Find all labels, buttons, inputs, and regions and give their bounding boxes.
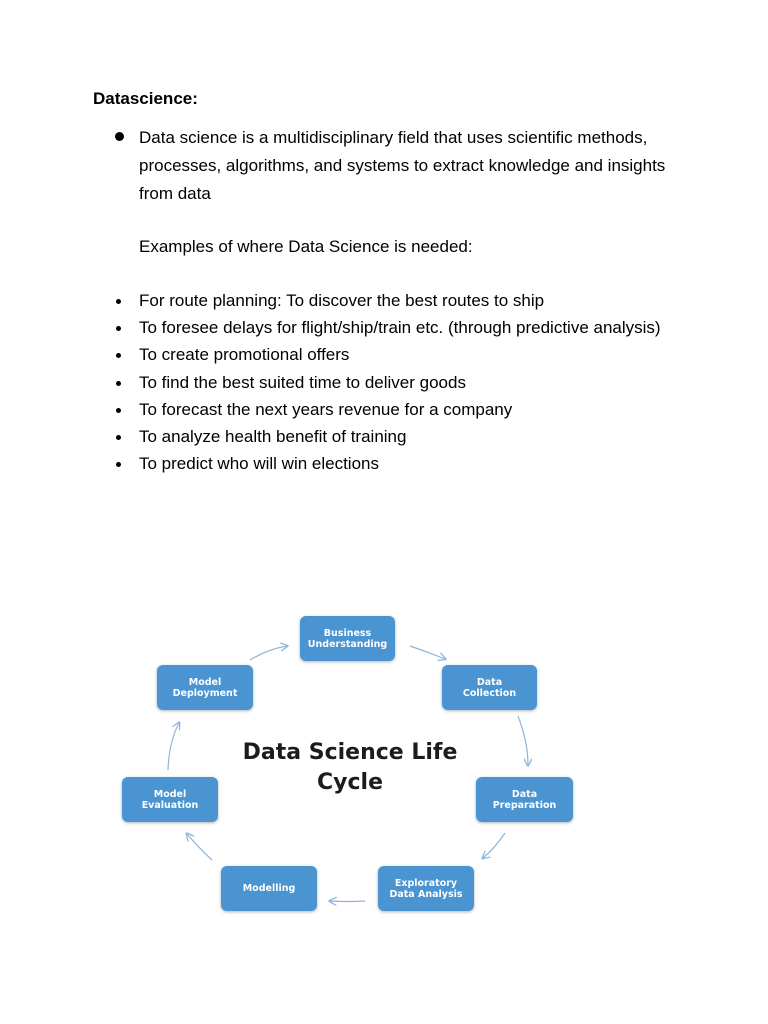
arrow-business-to-collection	[410, 646, 445, 659]
examples-list	[110, 287, 710, 477]
list-item-text: To predict who will win elections	[139, 454, 379, 474]
bullet-icon	[116, 462, 121, 467]
list-item	[110, 287, 710, 314]
intro-paragraph: Data science is a multidisciplinary field that uses scientific methods, processes, algorithms, and systems to extract knowledge and insights from data	[139, 128, 666, 203]
diagram-title: Data Science Life Cycle	[242, 740, 458, 795]
list-item	[110, 369, 710, 396]
list-item-text: To find the best suited time to deliver goods	[139, 372, 466, 392]
stage-data-collection: Data Collection	[442, 665, 537, 710]
list-item-text: To forecast the next years revenue for a company	[139, 399, 513, 419]
bullet-icon	[116, 435, 121, 440]
list-item-text: To foresee delays for flight/ship/train etc. (through predictive analysis)	[139, 318, 661, 338]
stage-data-preparation: Data Preparation	[476, 777, 573, 822]
document-heading: Datascience:	[93, 89, 198, 108]
examples-heading: Examples of where Data Science is needed:	[139, 237, 473, 256]
list-item	[110, 396, 710, 423]
list-item-text: To create promotional offers	[139, 345, 350, 365]
bullet-icon	[116, 299, 121, 304]
stage-exploratory-data-analysis: Exploratory Data Analysis	[378, 866, 474, 911]
stage-model-evaluation: Model Evaluation	[122, 777, 218, 822]
intro-bullet-icon	[115, 132, 124, 141]
bullet-icon	[116, 408, 121, 413]
stage-model-deployment: Model Deployment	[157, 665, 253, 710]
list-item	[110, 341, 710, 368]
arrow-modelling-to-evaluation	[187, 834, 212, 860]
arrow-deployment-to-business	[250, 646, 287, 660]
list-item	[110, 423, 710, 450]
list-item	[110, 314, 710, 341]
bullet-icon	[116, 353, 121, 358]
list-item-text: For route planning: To discover the best routes to ship	[139, 291, 545, 310]
arrow-eda-to-modelling	[330, 901, 365, 902]
arrow-collection-to-preparation	[518, 716, 528, 765]
stage-business-understanding: Business Understanding	[300, 616, 395, 661]
bullet-icon	[116, 326, 121, 331]
lifecycle-diagram	[100, 600, 600, 930]
list-item	[110, 450, 710, 477]
stage-modelling: Modelling	[221, 866, 317, 911]
arrow-evaluation-to-deployment	[168, 723, 179, 770]
arrow-preparation-to-eda	[483, 833, 505, 858]
list-item-text: To analyze health benefit of training	[139, 427, 407, 447]
bullet-icon	[116, 381, 121, 386]
